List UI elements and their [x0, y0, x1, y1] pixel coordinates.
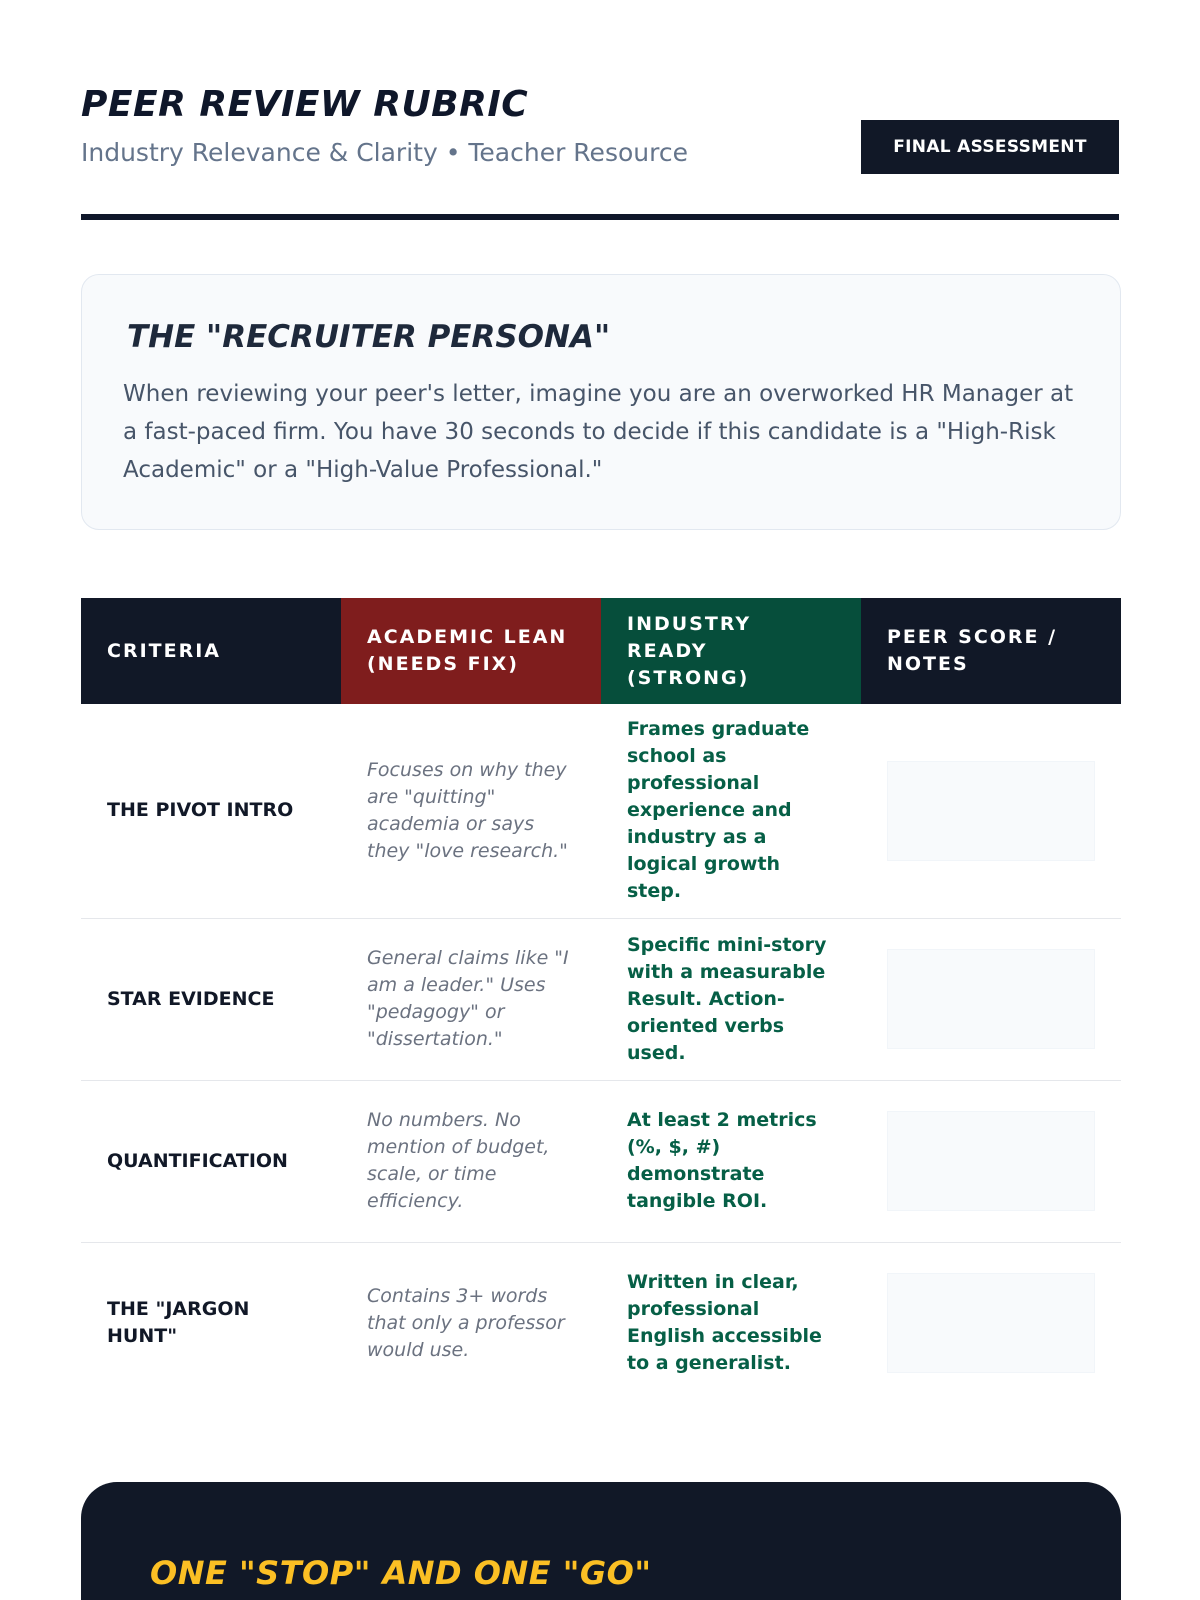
academic-cell: General claims like "I am a leader." Uses "pedagogy" or "dissertation." [341, 918, 601, 1080]
persona-title: THE "RECRUITER PERSONA" [127, 319, 611, 355]
criteria-cell: THE "JARGON HUNT" [107, 1298, 250, 1348]
industry-cell: At least 2 metrics (%, $, #) demonstrate tangible ROI. [601, 1080, 861, 1242]
notes-cell [861, 1242, 1121, 1404]
recruiter-persona-card [81, 274, 1121, 530]
final-assessment-badge: FINAL ASSESSMENT [861, 120, 1119, 174]
header-academic-lean: ACADEMIC LEAN (NEEDS FIX) [341, 598, 601, 704]
page-title: PEER REVIEW RUBRIC [81, 84, 529, 125]
industry-cell: Specific mini-story with a measurable Result. Action-oriented verbs used. [601, 918, 861, 1080]
peer-score-input[interactable] [887, 761, 1095, 861]
table-row [81, 1242, 1121, 1404]
academic-cell: No numbers. No mention of budget, scale, or time efficiency. [341, 1080, 601, 1242]
table-row [81, 1080, 1121, 1242]
peer-score-input[interactable] [887, 949, 1095, 1049]
header-divider [81, 214, 1119, 220]
page-subtitle: Industry Relevance & Clarity • Teacher Resource [81, 138, 688, 167]
header-peer-score: PEER SCORE / NOTES [861, 598, 1121, 704]
table-row [81, 918, 1121, 1080]
page-header [81, 0, 1119, 220]
criteria-cell: QUANTIFICATION [81, 1080, 341, 1242]
criteria-cell: STAR EVIDENCE [81, 918, 341, 1080]
stop-go-title: ONE "STOP" AND ONE "GO" [150, 1554, 652, 1592]
criteria-cell: THE PIVOT INTRO [81, 704, 341, 918]
persona-body: When reviewing your peer's letter, imagine you are an overworked HR Manager at a fast-paced firm. You have 30 seconds to decide if this candidate is a "High-Risk Academic" or a "High-Value Professional." [123, 381, 1074, 483]
rubric-table [81, 598, 1121, 1404]
header-industry-ready: INDUSTRY READY (STRONG) [601, 598, 861, 704]
notes-cell [861, 704, 1121, 918]
peer-score-input[interactable] [887, 1273, 1095, 1373]
header-criteria: CRITERIA [81, 598, 341, 704]
industry-cell: Written in clear, professional English accessible to a generalist. [627, 1271, 822, 1375]
table-row [81, 704, 1121, 918]
academic-cell: Focuses on why they are "quitting" academia or says they "love research." [341, 704, 601, 918]
academic-cell: Contains 3+ words that only a professor would use. [367, 1284, 565, 1361]
peer-score-input[interactable] [887, 1111, 1095, 1211]
table-header-row [81, 598, 1121, 704]
industry-cell: Frames graduate school as professional experience and industry as a logical growth step. [601, 704, 861, 918]
notes-cell [861, 918, 1121, 1080]
notes-cell [861, 1080, 1121, 1242]
stop-go-card [81, 1482, 1121, 1600]
